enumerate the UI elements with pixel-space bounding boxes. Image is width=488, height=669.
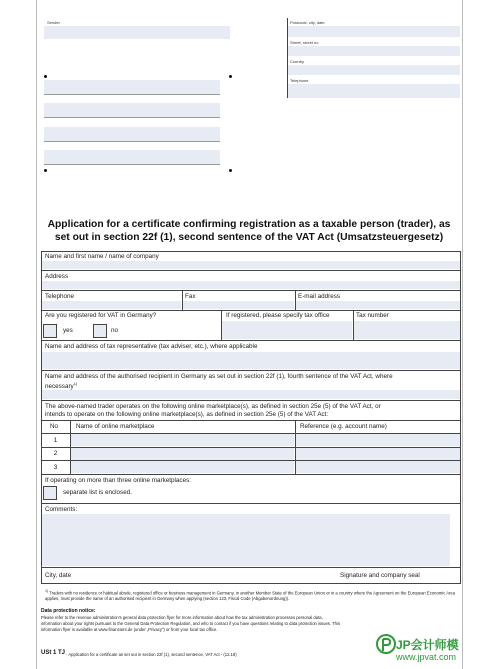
sender-label: Sender (47, 20, 60, 25)
telephone-field[interactable] (42, 301, 181, 309)
address-line-3[interactable] (44, 127, 220, 142)
comments-field[interactable] (42, 514, 450, 566)
country-field[interactable] (288, 65, 460, 75)
divider (41, 290, 461, 291)
recipient-label-line-2: necessary$^{1)}$ (45, 381, 78, 391)
no-checkbox[interactable] (93, 324, 107, 338)
marketplace-ref-3[interactable] (296, 461, 460, 473)
watermark-url: www.jpvat.com (396, 652, 457, 662)
form-description: - Application for a certificate as set out in section 22f (1), second sentence, VAT Act - (12.18) (66, 652, 237, 657)
bullet-mark (44, 169, 47, 172)
yes-checkbox[interactable] (43, 324, 57, 338)
address-line-1[interactable] (44, 80, 220, 95)
divider (41, 270, 461, 271)
watermark-logo (376, 634, 484, 666)
street-field[interactable] (288, 46, 460, 56)
yes-label: yes (63, 327, 73, 334)
tax-rep-label: Name and address of tax representative (tax adviser, etc.), where applicable (45, 343, 258, 350)
watermark-p-icon (376, 634, 396, 656)
divider (41, 567, 461, 568)
page-title-line-2: set out in section 22f (1), second sentence of the VAT Act (Umsatzsteuergesetz) (54, 232, 444, 243)
data-protection-line-1: Please refer to the revenue administration's general data protection flyer for more information about how the tax administration processes personal data, (41, 615, 323, 620)
telephone-header-field[interactable] (288, 84, 460, 98)
footnote-marker: 1) (73, 381, 78, 386)
page-border-left (36, 0, 37, 669)
sender-field[interactable] (44, 26, 230, 39)
marketplace-name-2[interactable] (71, 448, 294, 460)
country-label: Country (290, 59, 305, 64)
address-line-2[interactable] (44, 103, 220, 118)
tax-office-label: If registered, please specify tax office (226, 312, 330, 319)
email-field[interactable] (296, 301, 460, 309)
marketplace-name-1[interactable] (71, 434, 294, 446)
table-header-marketplace: Name of online marketplace (76, 423, 155, 430)
name-field[interactable] (42, 261, 460, 269)
divider (41, 503, 461, 504)
street-label: Street, street no (290, 40, 319, 45)
table-header-no: No (50, 423, 59, 430)
recipient-label-line-1: Name and address of the authorised recipient in Germany as set out in section 22f (1), fourth sentence of the VAT Act, where (45, 373, 393, 380)
divider (41, 340, 461, 341)
table-bottom (41, 474, 461, 475)
watermark-text: JP会计师模 (396, 638, 459, 652)
recipient-field[interactable] (42, 390, 460, 399)
marketplace-name-3[interactable] (71, 461, 294, 473)
marketplace-text-line-2: intends to operate on the following online marketplace(s), as defined in section 25e (5) of the VAT Act: (45, 411, 329, 418)
table-row-number: 2 (53, 450, 58, 457)
bullet-mark (229, 75, 232, 78)
divider (41, 310, 461, 311)
marketplace-ref-2[interactable] (296, 448, 460, 460)
tax-office-field[interactable] (222, 321, 352, 339)
page-border-right (462, 0, 463, 669)
marketplace-text-line-1: The above-named trader operates on the following online marketplace(s), as defined in section 25e (5) of the VAT Act, or (45, 403, 381, 410)
telephone-label: Telephone (45, 293, 75, 300)
separate-list-checkbox[interactable] (43, 486, 57, 500)
data-protection-line-3: information flyer is available at www.finanzamt.de (under „Privacy“) or from your local tax office. (41, 627, 218, 632)
footnote: $^{1)}$ Traders with no residence or habitual abode, registered office or business management in Germany, in another Member State of the European Union or in a country where the Agreement on the European Economic Area applies, must provide the name of an authorised recipient in Germany when applying (section 123, Fiscal Code (Abgabenordnung)). (45, 589, 456, 602)
comments-label: Comments: (45, 506, 78, 513)
tax-rep-field[interactable] (42, 352, 460, 369)
marketplace-ref-1[interactable] (296, 434, 460, 446)
more-than-three-label: If operating on more than three online marketplaces: (45, 477, 191, 484)
registered-question: Are you registered for VAT in Germany? (45, 312, 157, 319)
address-line-4[interactable] (44, 150, 220, 165)
tax-number-field[interactable] (354, 321, 460, 339)
page-title-line-1: Application for a certificate confirming registration as a taxable person (trader), as (47, 219, 451, 230)
divider (41, 370, 461, 371)
data-protection-line-2: information about your rights pursuant to the General Data Protection Regulation, and who to contact if you have questions relating to data protection issues. This (41, 621, 341, 626)
form-code: USt 1 TJ (41, 650, 66, 656)
postcode-field[interactable] (288, 26, 460, 37)
table-row-number: 3 (53, 464, 58, 471)
table-row-number: 1 (53, 437, 58, 444)
fax-label: Fax (185, 293, 196, 300)
email-label: E-mail address (298, 293, 340, 300)
name-label: Name and first name / name of company (45, 253, 159, 260)
bullet-mark (229, 169, 232, 172)
signature-label: Signature and company seal (340, 572, 420, 579)
footnote-mark: 1) (45, 589, 49, 593)
divider (41, 400, 461, 401)
table-header-reference: Reference (e.g. account name) (300, 423, 387, 430)
no-label: no (111, 327, 119, 334)
address-field[interactable] (42, 281, 460, 289)
address-label: Address (45, 273, 69, 280)
tax-number-label: Tax number (356, 312, 389, 319)
telephone-header-label: Telephone (290, 78, 309, 83)
postcode-label: Postcode, city, date (290, 20, 325, 25)
data-protection-title: Data protection notice: (41, 608, 96, 614)
city-date-label: City, date (45, 572, 72, 579)
fax-field[interactable] (183, 301, 294, 309)
separate-list-label: separate list is enclosed. (63, 489, 132, 496)
table-top (41, 420, 461, 421)
bullet-mark (44, 75, 47, 78)
